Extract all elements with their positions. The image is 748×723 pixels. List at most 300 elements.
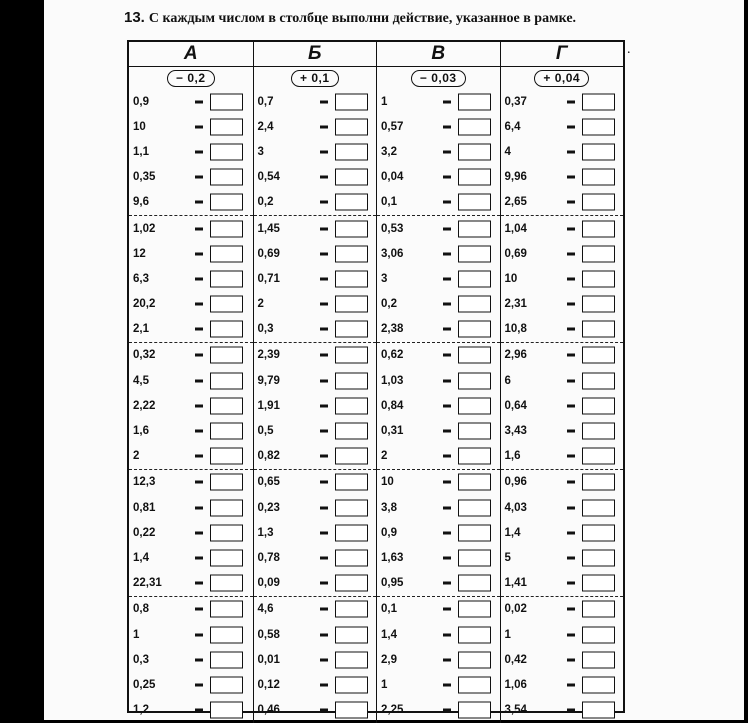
number-value: 3,8	[381, 501, 397, 514]
table-row	[501, 266, 624, 291]
table-row	[501, 139, 624, 164]
answer-box[interactable]	[458, 448, 491, 465]
table-row	[254, 215, 377, 241]
answer-box[interactable]	[582, 651, 615, 668]
number-value: 3	[381, 272, 388, 285]
table-row	[254, 368, 377, 393]
number-value: 1	[133, 628, 140, 641]
table-row	[377, 418, 500, 443]
number-value: 10	[381, 476, 394, 489]
answer-box[interactable]	[458, 372, 491, 389]
equals-dash	[567, 252, 575, 255]
answer-box[interactable]	[582, 676, 615, 693]
answer-box[interactable]	[458, 575, 491, 592]
answer-box[interactable]	[582, 347, 615, 364]
equals-dash	[567, 633, 575, 636]
answer-box[interactable]	[335, 397, 368, 414]
table-row	[129, 139, 253, 164]
answer-box[interactable]	[458, 601, 491, 618]
answer-box[interactable]	[210, 321, 243, 338]
number-value: 0,3	[133, 653, 149, 666]
equals-dash	[443, 531, 451, 534]
answer-box[interactable]	[335, 296, 368, 313]
number-value: 0,7	[257, 95, 274, 108]
worksheet-page	[44, 0, 744, 720]
equals-dash	[195, 709, 203, 712]
answer-box[interactable]	[458, 321, 491, 338]
answer-box[interactable]	[582, 499, 615, 516]
table-row	[377, 368, 500, 393]
equals-dash	[320, 455, 328, 458]
table-row	[501, 368, 624, 393]
answer-box[interactable]	[210, 220, 243, 237]
answer-box[interactable]	[210, 626, 243, 643]
answer-box[interactable]	[458, 549, 491, 566]
table-row	[129, 672, 253, 697]
number-value: 9,6	[133, 196, 149, 209]
column-header: Б	[254, 42, 377, 67]
answer-box[interactable]	[582, 423, 615, 440]
table-row	[377, 545, 500, 570]
number-value: 0,1	[381, 196, 397, 209]
table-row	[501, 571, 624, 596]
number-value: 9,79	[257, 374, 280, 387]
answer-box[interactable]	[582, 601, 615, 618]
answer-rows	[501, 89, 624, 723]
number-value: 0,35	[133, 171, 156, 184]
number-value: 1,2	[133, 704, 149, 717]
answer-box[interactable]	[210, 474, 243, 491]
table-row	[377, 241, 500, 266]
equals-dash	[195, 633, 203, 636]
answer-box[interactable]	[582, 93, 615, 110]
answer-box[interactable]	[582, 245, 615, 262]
column-header: В	[377, 42, 500, 67]
answer-box[interactable]	[458, 245, 491, 262]
equals-dash	[443, 556, 451, 559]
answer-box[interactable]	[210, 347, 243, 364]
answer-box[interactable]	[458, 169, 491, 186]
equals-dash	[567, 227, 575, 230]
table-row	[254, 342, 377, 368]
number-value: 0,65	[257, 476, 280, 489]
answer-box[interactable]	[210, 93, 243, 110]
answer-box[interactable]	[210, 169, 243, 186]
equals-dash	[320, 201, 328, 204]
equals-dash	[443, 404, 451, 407]
answer-box[interactable]	[582, 702, 615, 719]
answer-box[interactable]	[210, 575, 243, 592]
exercise-table	[127, 40, 625, 717]
table-row	[129, 292, 253, 317]
table-row	[377, 317, 500, 342]
equals-dash	[320, 582, 328, 585]
number-value: 0,95	[381, 577, 404, 590]
equals-dash	[320, 633, 328, 636]
equals-dash	[320, 404, 328, 407]
number-value: 2,9	[381, 653, 397, 666]
table-row	[129, 469, 253, 495]
table-row	[377, 596, 500, 622]
table-row	[377, 139, 500, 164]
answer-box[interactable]	[335, 702, 368, 719]
equals-dash	[195, 556, 203, 559]
answer-box[interactable]	[582, 194, 615, 211]
equals-dash	[567, 683, 575, 686]
number-value: 2,38	[381, 323, 404, 336]
number-value: 0,2	[257, 196, 274, 209]
table-row	[129, 393, 253, 418]
answer-box[interactable]	[458, 423, 491, 440]
answer-box[interactable]	[335, 347, 368, 364]
table-row	[254, 393, 377, 418]
number-value: 3,06	[381, 247, 404, 260]
answer-box[interactable]	[210, 499, 243, 516]
answer-box[interactable]	[582, 626, 615, 643]
answer-box[interactable]	[335, 448, 368, 465]
number-value: 1,41	[504, 577, 527, 590]
equals-dash	[320, 709, 328, 712]
table-row	[501, 215, 624, 241]
table-row	[254, 139, 377, 164]
number-value: 0,57	[381, 120, 404, 133]
equals-dash	[567, 125, 575, 128]
equals-dash	[320, 150, 328, 153]
table-row	[377, 393, 500, 418]
answer-rows	[129, 89, 253, 723]
table-row	[129, 596, 253, 622]
equals-dash	[567, 328, 575, 331]
answer-box[interactable]	[210, 601, 243, 618]
table-row	[501, 190, 624, 215]
answer-box[interactable]	[210, 651, 243, 668]
answer-box[interactable]	[458, 118, 491, 135]
equals-dash	[195, 404, 203, 407]
number-value: 3,43	[504, 425, 527, 438]
table-row	[254, 165, 377, 190]
table-row	[129, 698, 253, 723]
number-value: 0,53	[381, 222, 404, 235]
answer-box[interactable]	[582, 270, 615, 287]
equals-dash	[567, 608, 575, 611]
equals-dash	[320, 176, 328, 179]
equals-dash	[443, 125, 451, 128]
table-row	[129, 165, 253, 190]
number-value: 10	[133, 120, 146, 133]
answer-box[interactable]	[335, 499, 368, 516]
number-value: 0,81	[133, 501, 156, 514]
number-value: 0,37	[504, 95, 527, 108]
equals-dash	[320, 227, 328, 230]
table-row	[254, 520, 377, 545]
equals-dash	[320, 608, 328, 611]
number-value: 0,71	[257, 272, 280, 285]
table-row	[377, 495, 500, 520]
answer-box[interactable]	[458, 143, 491, 160]
answer-box[interactable]	[335, 169, 368, 186]
number-value: 0,02	[504, 603, 527, 616]
number-value: 10,8	[504, 323, 527, 336]
number-value: 2,39	[257, 349, 280, 362]
answer-box[interactable]	[458, 676, 491, 693]
answer-box[interactable]	[210, 296, 243, 313]
answer-box[interactable]	[210, 245, 243, 262]
answer-box[interactable]	[335, 321, 368, 338]
equals-dash	[443, 100, 451, 103]
number-value: 10	[504, 272, 518, 285]
number-value: 2,1	[133, 323, 149, 336]
number-value: 0,01	[257, 653, 280, 666]
table-row	[377, 342, 500, 368]
answer-box[interactable]	[458, 474, 491, 491]
answer-rows	[254, 89, 377, 723]
equals-dash	[195, 658, 203, 661]
number-value: 1	[504, 628, 511, 641]
answer-box[interactable]	[458, 93, 491, 110]
equals-dash	[567, 303, 575, 306]
equals-dash	[320, 379, 328, 382]
table-row	[254, 647, 377, 672]
answer-box[interactable]	[210, 143, 243, 160]
number-value: 0,54	[257, 171, 280, 184]
number-value: 4,5	[133, 374, 149, 387]
table-row	[254, 89, 377, 114]
answer-box[interactable]	[335, 194, 368, 211]
table-row	[501, 596, 624, 622]
answer-box[interactable]	[335, 372, 368, 389]
table-row	[129, 190, 253, 215]
answer-box[interactable]	[458, 524, 491, 541]
number-value: 2	[133, 450, 140, 463]
number-value: 2,31	[504, 298, 527, 311]
equals-dash	[567, 277, 575, 280]
number-value: 3,54	[504, 704, 527, 717]
table-row	[501, 89, 624, 114]
number-value: 1,4	[504, 526, 521, 539]
table-row	[377, 698, 500, 723]
table-row	[254, 444, 377, 469]
answer-box[interactable]	[210, 423, 243, 440]
number-value: 0,12	[257, 678, 280, 691]
equals-dash	[195, 277, 203, 280]
answer-box[interactable]	[582, 549, 615, 566]
number-value: 0,9	[381, 526, 397, 539]
equals-dash	[443, 150, 451, 153]
answer-box[interactable]	[458, 499, 491, 516]
number-value: 0,32	[133, 349, 156, 362]
table-row	[501, 317, 624, 342]
answer-box[interactable]	[335, 118, 368, 135]
table-row	[129, 215, 253, 241]
table-row	[377, 190, 500, 215]
table-row	[377, 622, 500, 647]
answer-box[interactable]	[582, 474, 615, 491]
answer-box[interactable]	[210, 524, 243, 541]
column-v	[376, 42, 500, 723]
number-value: 4	[504, 145, 511, 158]
table-row	[129, 520, 253, 545]
answer-box[interactable]	[210, 702, 243, 719]
answer-box[interactable]	[582, 372, 615, 389]
equals-dash	[320, 481, 328, 484]
number-value: 0,96	[504, 476, 527, 489]
equals-dash	[567, 481, 575, 484]
table-row	[377, 520, 500, 545]
answer-box[interactable]	[582, 321, 615, 338]
answer-box[interactable]	[335, 423, 368, 440]
equals-dash	[443, 683, 451, 686]
answer-box[interactable]	[582, 524, 615, 541]
answer-box[interactable]	[458, 220, 491, 237]
table-row	[377, 292, 500, 317]
task-heading	[124, 9, 576, 27]
number-value: 1,45	[257, 222, 280, 235]
stray-dot: .	[627, 42, 631, 57]
table-row	[377, 469, 500, 495]
answer-box[interactable]	[582, 575, 615, 592]
number-value: 0,64	[504, 399, 527, 412]
answer-box[interactable]	[210, 372, 243, 389]
operation-badge: + 0,04	[534, 70, 589, 87]
answer-box[interactable]	[582, 169, 615, 186]
equals-dash	[443, 328, 451, 331]
answer-box[interactable]	[210, 118, 243, 135]
equals-dash	[567, 150, 575, 153]
answer-box[interactable]	[335, 143, 368, 160]
number-value: 1	[381, 678, 388, 691]
number-value: 1,02	[133, 222, 156, 235]
table-row	[129, 241, 253, 266]
table-row	[129, 622, 253, 647]
answer-box[interactable]	[582, 397, 615, 414]
equals-dash	[320, 683, 328, 686]
number-value: 2,4	[257, 120, 274, 133]
answer-box[interactable]	[335, 245, 368, 262]
table-row	[377, 114, 500, 139]
answer-box[interactable]	[335, 93, 368, 110]
table-row	[129, 647, 253, 672]
equals-dash	[567, 582, 575, 585]
answer-box[interactable]	[335, 601, 368, 618]
answer-box[interactable]	[582, 220, 615, 237]
number-value: 2,65	[504, 196, 527, 209]
number-value: 12,3	[133, 476, 156, 489]
answer-box[interactable]	[335, 270, 368, 287]
equals-dash	[195, 531, 203, 534]
answer-box[interactable]	[210, 194, 243, 211]
answer-box[interactable]	[458, 347, 491, 364]
table-row	[254, 571, 377, 596]
answer-box[interactable]	[335, 651, 368, 668]
answer-box[interactable]	[210, 549, 243, 566]
table-row	[501, 418, 624, 443]
answer-box[interactable]	[582, 296, 615, 313]
answer-box[interactable]	[210, 270, 243, 287]
answer-box[interactable]	[458, 397, 491, 414]
equals-dash	[320, 430, 328, 433]
table-row	[129, 368, 253, 393]
number-value: 0,46	[257, 704, 280, 717]
answer-box[interactable]	[582, 118, 615, 135]
equals-dash	[567, 404, 575, 407]
equals-dash	[195, 303, 203, 306]
equals-dash	[195, 150, 203, 153]
equals-dash	[320, 328, 328, 331]
table-row	[501, 165, 624, 190]
answer-box[interactable]	[458, 194, 491, 211]
table-row	[377, 571, 500, 596]
number-value: 2,22	[133, 399, 156, 412]
number-value: 0,62	[381, 349, 404, 362]
equals-dash	[443, 633, 451, 636]
answer-box[interactable]	[458, 270, 491, 287]
equals-dash	[320, 252, 328, 255]
task-instruction: С каждым числом в столбце выполни действие, указанное в рамке.	[148, 11, 577, 26]
table-row	[254, 266, 377, 291]
table-row	[377, 672, 500, 697]
answer-box[interactable]	[458, 651, 491, 668]
equals-dash	[443, 658, 451, 661]
table-row	[501, 469, 624, 495]
answer-box[interactable]	[335, 524, 368, 541]
table-row	[377, 647, 500, 672]
table-row	[254, 672, 377, 697]
answer-box[interactable]	[210, 676, 243, 693]
number-value: 9,96	[504, 171, 527, 184]
answer-box[interactable]	[458, 702, 491, 719]
answer-box[interactable]	[582, 448, 615, 465]
equals-dash	[195, 506, 203, 509]
answer-box[interactable]	[582, 143, 615, 160]
equals-dash	[567, 201, 575, 204]
number-value: 6,4	[504, 120, 521, 133]
answer-box[interactable]	[210, 448, 243, 465]
answer-box[interactable]	[335, 676, 368, 693]
number-value: 1	[381, 95, 388, 108]
answer-box[interactable]	[335, 626, 368, 643]
column-header: А	[129, 42, 253, 67]
number-value: 2,96	[504, 349, 527, 362]
number-value: 4,03	[504, 501, 527, 514]
number-value: 3,2	[381, 145, 397, 158]
equals-dash	[567, 556, 575, 559]
column-header: Г	[501, 42, 624, 67]
table-row	[129, 342, 253, 368]
table-row	[254, 545, 377, 570]
number-value: 6,3	[133, 272, 149, 285]
number-value: 3	[257, 145, 264, 158]
table-row	[501, 545, 624, 570]
equals-dash	[443, 506, 451, 509]
table-row	[129, 266, 253, 291]
answer-box[interactable]	[458, 626, 491, 643]
answer-box[interactable]	[335, 220, 368, 237]
operation-badge: + 0,1	[291, 70, 339, 87]
equals-dash	[567, 100, 575, 103]
answer-box[interactable]	[210, 397, 243, 414]
answer-box[interactable]	[458, 296, 491, 313]
number-value: 1,1	[133, 145, 149, 158]
number-value: 0,78	[257, 551, 280, 564]
number-value: 0,3	[257, 323, 274, 336]
table-row	[377, 165, 500, 190]
equals-dash	[443, 277, 451, 280]
answer-box[interactable]	[335, 474, 368, 491]
equals-dash	[320, 125, 328, 128]
answer-box[interactable]	[335, 575, 368, 592]
answer-box[interactable]	[335, 549, 368, 566]
number-value: 0,31	[381, 425, 404, 438]
